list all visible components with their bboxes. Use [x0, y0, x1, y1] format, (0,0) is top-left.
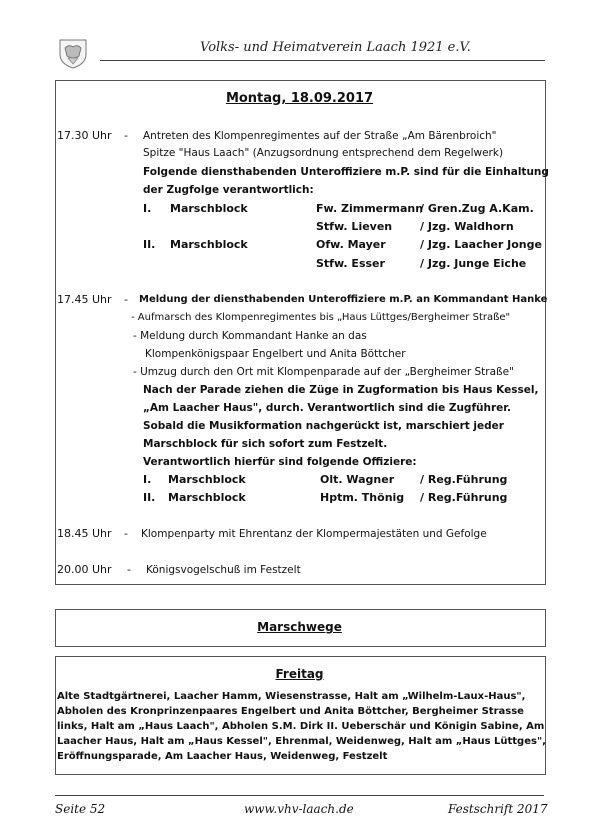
footer-publication: Festschrift 2017: [448, 802, 548, 816]
e2-line6: Nach der Parade ziehen die Züge in Zugformation bis Haus Kessel,: [143, 384, 539, 396]
e2-line10: Verantwortlich hierfür sind folgende Offiziere:: [143, 456, 417, 468]
block-unit: / Reg.Führung: [420, 473, 508, 486]
e2-line5: - Umzug durch den Ort mit Klompenparade auf der „Bergheimer Straße": [133, 366, 514, 378]
crest-logo: [56, 36, 90, 70]
footer-page: Seite 52: [55, 802, 106, 816]
block-person: Olt. Wagner: [320, 473, 395, 486]
e2-line9: Marschblock für sich sofort zum Festzelt.: [143, 438, 388, 450]
time-1730: 17.30 Uhr: [57, 129, 112, 142]
time-2000: 20.00 Uhr: [57, 563, 112, 576]
block-label: Marschblock: [168, 473, 246, 486]
route-line: links, Halt am „Haus Laach", Abholen S.M. Dirk II. Ueberschär und Königin Sabine, Am: [57, 721, 545, 732]
block-unit: / Gren.Zug A.Kam.: [420, 202, 534, 215]
e1-line3: Folgende diensthabenden Unteroffiziere m.P. sind für die Einhaltung: [143, 166, 549, 178]
header-rule: [100, 60, 545, 61]
route-line: Eröffnungsparade, Am Laacher Haus, Weidenweg, Festzelt: [57, 751, 388, 762]
block-person: Hptm. Thönig: [320, 491, 405, 504]
schedule-heading: Montag, 18.09.2017: [225, 91, 374, 106]
block-num: I.: [143, 473, 152, 486]
e1-line2: Spitze "Haus Laach" (Anzugsordnung entsprechend dem Regelwerk): [143, 147, 504, 159]
header-title: Volks- und Heimatverein Laach 1921 e.V.: [200, 40, 471, 55]
friday-heading: Freitag: [275, 667, 324, 681]
route-line: Abholen des Kronprinzenpaares Engelbert und Anita Böttcher, Bergheimer Strasse: [57, 706, 524, 717]
block-label: Marschblock: [170, 202, 248, 215]
block-unit: / Jzg. Laacher Jonge: [420, 238, 542, 251]
e2-line7: „Am Laacher Haus", durch. Verantwortlich sind die Zugführer.: [143, 402, 511, 414]
block-unit: / Jzg. Waldhorn: [420, 220, 514, 233]
block-unit: / Reg.Führung: [420, 491, 508, 504]
block-person: Fw. Zimmermann: [316, 202, 424, 215]
e2-line3: - Meldung durch Kommandant Hanke an das: [133, 330, 367, 342]
footer-url: www.vhv-laach.de: [244, 802, 354, 816]
e2-line4: Klompenkönigspaar Engelbert und Anita Böttcher: [145, 348, 406, 360]
e4-text: Königsvogelschuß im Festzelt: [146, 564, 301, 576]
block-person: Stfw. Lieven: [316, 220, 393, 233]
block-num: I.: [143, 202, 152, 215]
e2-line8: Sobald die Musikformation nachgerückt ist, marschiert jeder: [143, 420, 504, 432]
e1-line4: der Zugfolge verantwortlich:: [143, 184, 314, 196]
e1-line1: Antreten des Klompenregimentes auf der Straße „Am Bärenbroich": [143, 130, 497, 142]
time-1745: 17.45 Uhr: [57, 293, 112, 306]
block-label: Marschblock: [170, 238, 248, 251]
route-line: Laacher Haus, Halt am „Haus Kessel", Ehrenmal, Weidenweg, Halt am „Haus Lüttges",: [57, 736, 546, 747]
block-unit: / Jzg. Junge Eiche: [420, 257, 527, 270]
e3-text: Klompenparty mit Ehrentanz der Klompermajestäten und Gefolge: [141, 528, 487, 540]
block-person: Stfw. Esser: [316, 257, 385, 270]
dash-1845: -: [124, 527, 128, 540]
dash-2000: -: [127, 563, 131, 576]
block-num: II.: [143, 238, 156, 251]
block-person: Ofw. Mayer: [316, 238, 386, 251]
block-num: II.: [143, 491, 156, 504]
block-label: Marschblock: [168, 491, 246, 504]
route-line: Alte Stadtgärtnerei, Laacher Hamm, Wiesenstrasse, Halt am „Wilhelm-Laux-Haus",: [57, 691, 526, 702]
dash-1745: -: [124, 293, 128, 306]
routes-heading: Marschwege: [257, 620, 342, 634]
dash-1730: -: [124, 129, 128, 142]
e2-line2: - Aufmarsch des Klompenregimentes bis „Haus Lüttges/Bergheimer Straße": [131, 312, 511, 323]
footer-rule: [55, 795, 544, 796]
e2-line1: Meldung der diensthabenden Unteroffiziere m.P. an Kommandant Hanke: [139, 294, 548, 305]
time-1845: 18.45 Uhr: [57, 527, 112, 540]
